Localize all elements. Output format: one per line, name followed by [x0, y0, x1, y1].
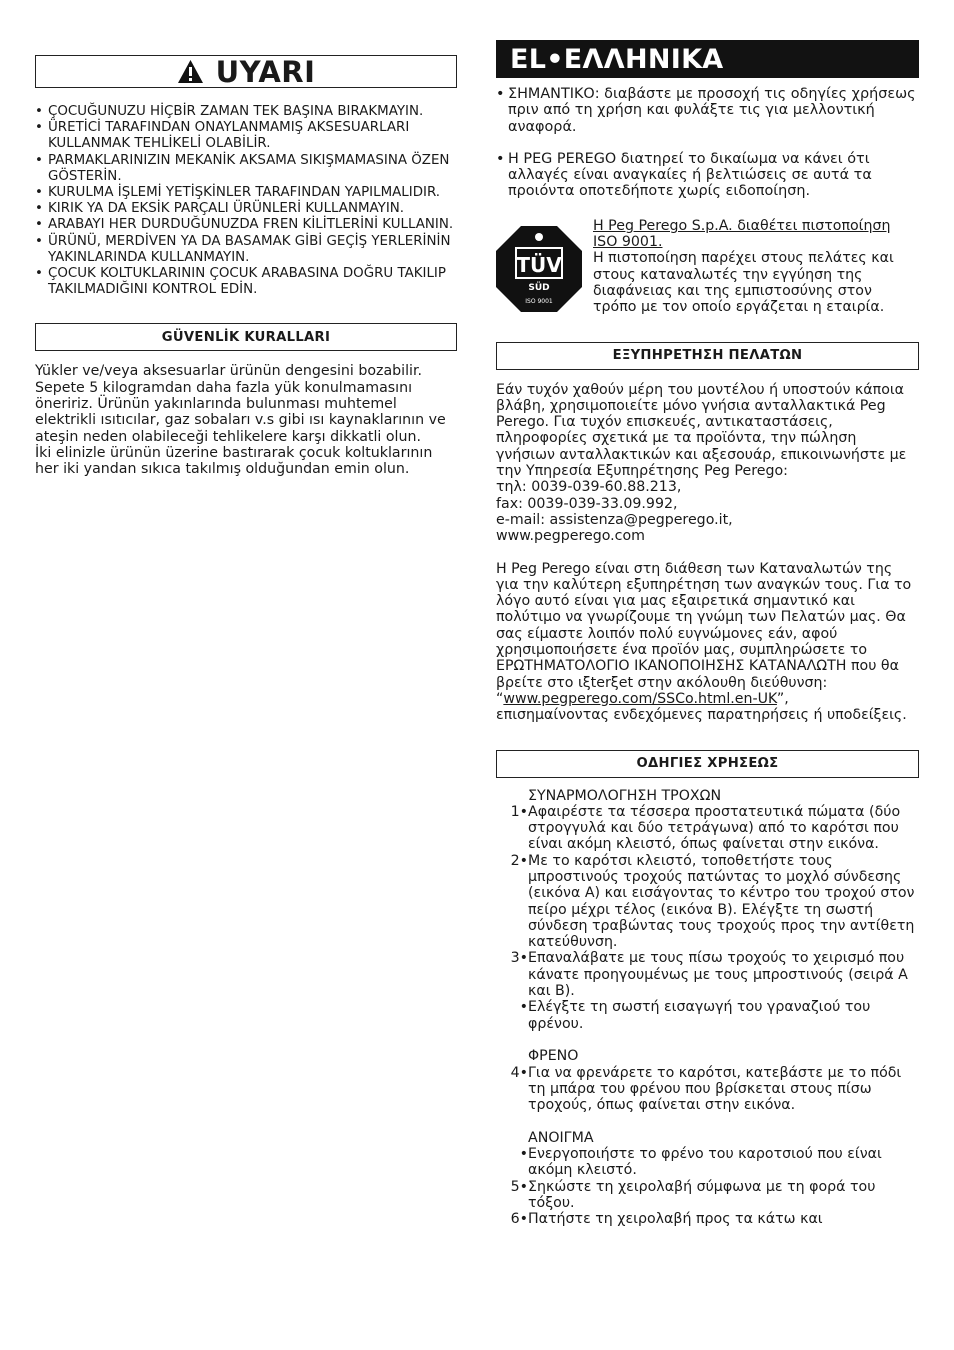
step-text: Αφαιρέστε τα τέσσερα προστατευτικά πώματα (δύο στρογγυλά και δύο τετράγωνα) από το καρότσι που είναι ακόμη κλειστό, όπως φαίνεται στην εικόνα. [528, 803, 901, 853]
survey-link[interactable]: www.pegperego.com/SSCo.html.en-UK [503, 690, 777, 707]
usage-instructions-heading [496, 750, 919, 778]
step-number: 5• [510, 1178, 528, 1195]
instruction-step [496, 1211, 919, 1227]
step-number: 2• [510, 852, 528, 869]
contact-website[interactable]: www.pegperego.com [496, 528, 645, 545]
instruction-step [496, 1065, 919, 1114]
step-text: Επαναλάβατε με τους πίσω τροχούς το χειρισμό που κάνατε προηγουμένως με τους μπροστινούς (σειρά A και B). [528, 950, 908, 1000]
instructions-list [496, 788, 919, 1228]
instruction-step [496, 804, 919, 853]
brake-heading: ΦΡΕΝΟ [528, 1048, 579, 1065]
step-number: 6• [510, 1211, 528, 1228]
warning-item: • PARMAKLARINIZIN MEKANİK AKSAMA SIKIŞMAMASINA ÖZEN GÖSTERİN. [35, 153, 457, 185]
warning-heading [35, 55, 457, 88]
warning-item: • ARABAYI HER DURDUĞUNUZDA FREN KİLİTLERİNİ KULLANIN. [35, 217, 457, 233]
certification-block [496, 218, 919, 316]
intro-list [496, 86, 919, 200]
warning-item: • ÜRÜNÜ, MERDİVEN YA DA BASAMAK GİBİ GEÇİŞ YERLERİNİN YAKINLARINDA KULLANMAYIN. [35, 234, 457, 266]
survey-paragraph [496, 561, 919, 724]
instruction-step [496, 999, 919, 1032]
tuv-logo-sud: SÜD [528, 282, 550, 293]
contact-phone: τηλ: 0039-039-60.88.213, [496, 479, 682, 496]
intro-item: • ΣΗΜΑΝΤΙΚΟ: διαβάστε με προσοχή τις οδηγίες χρήσεως πριν από τη χρήση και φυλάξτε τις για μελλοντική αναφορά. [496, 86, 919, 135]
safety-paragraph: Yükler ve/veya aksesuarlar ürünün dengesini bozabilir. Sepete 5 kilogramdan daha fazla yük konulmamasını öneririz. Ürünün yakınlarında bulunması muhtemel elektrikli ısıtıcılar, gaz sobaları v.s gibi ısı kaynaklarının ve ateşin neden olabileceği tehlikelere karşı dikkatli olun. [35, 363, 446, 445]
tuv-logo-iso: ISO 9001 [525, 297, 553, 305]
step-text: Ελέγξτε τη σωστή εισαγωγή του γραναζιού του φρένου. [528, 999, 871, 1032]
safety-rules-heading [35, 323, 457, 351]
instruction-step [496, 950, 919, 999]
warning-list [35, 104, 457, 298]
contact-email: e-mail: assistenza@pegperego.it, [496, 511, 733, 528]
safety-rules-title: GÜVENLİK KURALLARI [161, 329, 331, 345]
warning-item: • KIRIK YA DA EKSİK PARÇALI ÜRÜNLERİ KULLANMAYIN. [35, 201, 457, 217]
intro-item: • Η PEG PEREGO διατηρεί το δικαίωμα να κάνει ότι αλλαγές είναι αναγκαίες ή βελτιώσεις σε αυτά τα προιόντα οποτεδήποτε χωρίς ειδοποίηση. [496, 151, 919, 200]
step-number: 1• [510, 803, 528, 820]
right-column [496, 40, 919, 1228]
step-bullet: • [519, 999, 528, 1016]
customer-service-heading [496, 342, 919, 370]
instruction-step [496, 1146, 919, 1179]
survey-text-after: ”, [776, 690, 789, 707]
step-text: Πατήστε τη χειρολαβή προς τα κάτω και [528, 1211, 823, 1228]
warning-item: • ÜRETİCİ TARAFINDAN ONAYLANMAMIŞ AKSESUARLARI KULLANMAK TEHLİKELİ OLABİLİR. [35, 120, 457, 152]
usage-instructions-title: ΟΔΗΓΙΕΣ ΧΡΗΣΕΩΣ [636, 756, 779, 771]
survey-text: Η Peg Perego είναι στη διάθεση των Καταναλωτών της για την καλύτερη εξυπηρέτηση των αναγκών τους. Για το λόγο αυτό είναι για μας εξαιρετικά σημαντικό και πολύτιμο να γνωρίζουμε τη γνώμη των Πελατών μας. Θα σας είμαστε λοιπόν πολύ ευγνώμονες εάν, αφού χρησιμοποιήσετε ένα προϊόν μας, συμπληρώσετε το ΕΡΩΤΗΜΑΤΟΛΟΓΙΟ ΙΚΑΝΟΠΟΙΗΣΗΣ ΚΑΤΑΝΑΛΩΤΗ που θα βρείτε στο ιξterξet στην ακόλουθη διεύθυνση: “ [496, 560, 912, 707]
step-bullet: • [519, 1146, 528, 1163]
warning-title: UYARI [215, 54, 316, 89]
contact-fax: fax: 0039-039-33.09.992, [496, 495, 678, 512]
wheels-heading: ΣΥΝΑΡΜΟΛΟΓΗΣΗ ΤΡΟΧΩΝ [528, 787, 722, 804]
left-column [35, 55, 457, 478]
certification-text [593, 218, 919, 316]
language-title: EL•ΕΛΛΗΝΙΚΑ [510, 43, 724, 75]
warning-triangle-icon [177, 59, 204, 84]
step-text: Σηκώστε τη χειρολαβή σύμφωνα με τη φορά του τόξου. [528, 1178, 876, 1211]
service-paragraph: Εάν τυχόν χαθούν μέρη του μοντέλου ή υποστούν κάποια βλάβη, χρησιμοποιείτε μόνο γνήσια ανταλλακτικά Peg Perego. Για τυχόν επισκευές, αντικαταστάσεις, πληροφορίες σχετικά με τα προϊόντα, την πώληση γνήσιων ανταλλακτικών και αξεσουάρ, επικοινωνήστε με την Υπηρεσία Εξυπηρέτησης Peg Perego: [496, 381, 907, 480]
step-text: Για να φρενάρετε το καρότσι, κατεβάστε με το πόδι τη μπάρα του φρένου που βρίσκεται στους πίσω τροχούς, όπως φαίνεται στην εικόνα. [528, 1064, 902, 1114]
instruction-step [496, 1179, 919, 1212]
safety-paragraph: İki elinizle ürünün üzerine bastırarak çocuk koltuklarının her iki yandan sıkıca takılmış olduğundan emin olun. [35, 444, 433, 478]
step-number: 3• [510, 950, 528, 967]
step-text: Ενεργοποιήστε το φρένο του καροτσιού που είναι ακόμη κλειστό. [528, 1146, 882, 1179]
language-header [496, 40, 919, 78]
certification-description: Η πιστοποίηση παρέχει στους πελάτες και στους καταναλωτές την εγγύηση της διαφάνειας και της εμπιστοσύνης στον τρόπο με τον οποίο εργάζεται η εταιρία. [593, 250, 894, 316]
instruction-step [496, 853, 919, 951]
opening-heading: ΑΝΟΙΓΜΑ [528, 1129, 594, 1146]
survey-text-tail: επισημαίνοντας ενδεχόμενες παρατηρήσεις ή υποδείξεις. [496, 707, 907, 724]
certification-statement: Η Peg Perego S.p.A. διαθέτει πιστοποίηση ISO 9001. [593, 217, 891, 251]
tuv-logo-text: TÜV [516, 252, 562, 277]
warning-item: • ÇOCUĞUNUZU HİÇBİR ZAMAN TEK BAŞINA BIRAKMAYIN. [35, 104, 457, 120]
warning-item: • KURULMA İŞLEMİ YETİŞKİNLER TARAFINDAN YAPILMALIDIR. [35, 185, 457, 201]
warning-item: • ÇOCUK KOLTUKLARININ ÇOCUK ARABASINA DOĞRU TAKILIP TAKILMADIĞINI KONTROL EDİN. [35, 266, 457, 298]
tuv-sud-logo-icon [496, 226, 582, 312]
step-text: Με το καρότσι κλειστό, τοποθετήστε τους μπροστινούς τροχούς πατώντας το μοχλό σύνδεσης (εικόνα A) και εισάγοντας το κέντρο του τροχού στον πείρο μέχρι τέλος (εικόνα B). Ελέγξτε τη σωστή σύνδεση τραβώντας τους τροχούς προς την αντίθετη κατεύθυνση. [528, 852, 915, 951]
step-number: 4• [510, 1064, 528, 1081]
customer-service-title: ΕΞΥΠΗΡΕΤΗΣΗ ΠΕΛΑΤΩΝ [612, 348, 803, 364]
